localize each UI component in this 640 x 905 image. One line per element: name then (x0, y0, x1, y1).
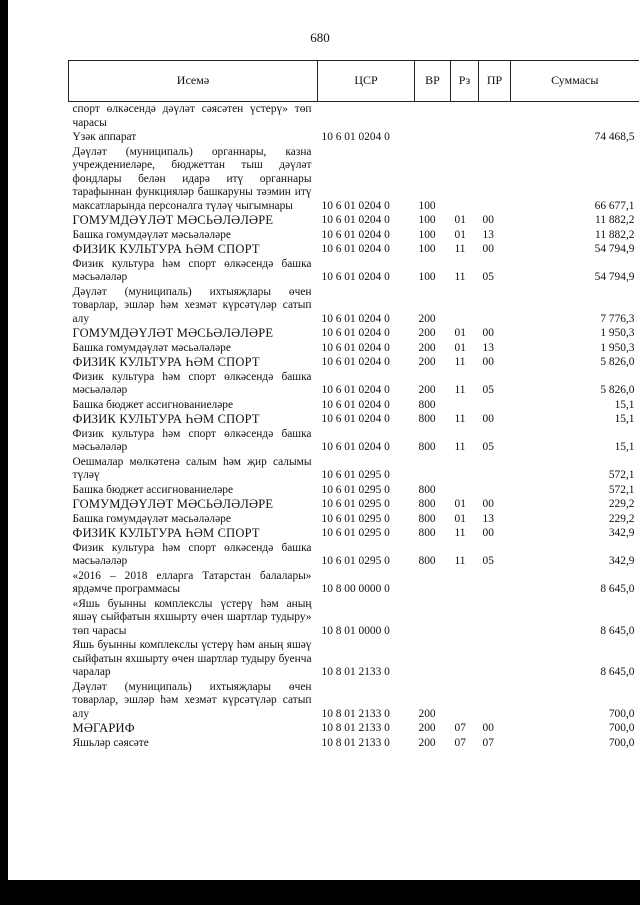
row-csr: 10 6 01 0204 0 (321, 356, 390, 368)
row-rz: 01 (454, 341, 466, 354)
row-csr: 10 6 01 0204 0 (321, 327, 390, 339)
row-pr: 13 (482, 341, 494, 354)
table-row (69, 341, 639, 356)
row-name: ГОМУМДӘҮЛӘТ МӘСЬӘЛӘЛӘРЕ (72, 326, 274, 340)
table-row (69, 285, 639, 327)
row-vr: 200 (418, 312, 436, 325)
header-vr: ВР (415, 61, 451, 102)
row-rz: 01 (454, 214, 466, 226)
row-vr: 800 (418, 498, 436, 510)
row-sum: 5 826,0 (600, 384, 635, 396)
row-rz (451, 680, 479, 722)
row-rz: 11 (454, 384, 466, 396)
row-sum: 572,1 (608, 469, 635, 481)
table-row (69, 242, 639, 257)
row-sum: 229,2 (608, 512, 635, 525)
row-sum: 8 645,0 (600, 666, 635, 678)
row-name: Физик культура һәм спорт өлкәсендә башка мәсьәләләр (72, 541, 312, 567)
row-rz: 11 (454, 555, 466, 567)
row-sum: 342,9 (608, 555, 635, 567)
row-rz: 01 (454, 498, 466, 510)
row-csr: 10 8 01 2133 0 (321, 707, 390, 720)
row-vr: 800 (418, 527, 436, 539)
row-csr: 10 6 01 0204 0 (321, 441, 390, 453)
table-row (69, 736, 639, 751)
table-row (69, 721, 639, 736)
header-sum: Суммасы (511, 61, 639, 102)
row-rz: 11 (454, 413, 466, 425)
row-rz: 01 (454, 228, 466, 241)
row-sum (511, 102, 639, 131)
table-row (69, 145, 639, 214)
header-rz: Рз (451, 61, 479, 102)
row-sum: 342,9 (608, 527, 635, 539)
row-csr: 10 6 01 0295 0 (321, 555, 390, 567)
row-pr (479, 680, 511, 722)
row-pr: 05 (482, 271, 494, 283)
row-sum: 11 882,2 (595, 228, 635, 241)
table-row (69, 569, 639, 597)
row-name: Үзәк аппарат (72, 131, 137, 143)
row-sum: 700,0 (608, 722, 635, 734)
row-rz: 01 (454, 512, 466, 525)
row-rz: 01 (454, 327, 466, 339)
row-sum: 572,1 (608, 483, 635, 496)
row-pr (479, 569, 511, 597)
row-vr: 800 (418, 512, 436, 525)
row-csr: 10 8 01 2133 0 (321, 722, 390, 734)
row-vr: 100 (418, 271, 436, 283)
header-name: Исемә (69, 61, 318, 102)
table-row (69, 228, 639, 243)
row-vr: 800 (418, 398, 436, 411)
row-vr: 200 (418, 356, 436, 368)
row-pr (479, 597, 511, 639)
row-vr: 100 (418, 228, 436, 241)
row-sum: 15,1 (614, 441, 635, 453)
row-pr (479, 145, 511, 214)
row-csr: 10 8 01 2133 0 (321, 666, 390, 678)
table-row (69, 597, 639, 639)
row-pr (479, 398, 511, 413)
budget-table (68, 60, 639, 750)
row-pr: 00 (482, 243, 494, 255)
row-name: ГОМУМДӘҮЛӘТ МӘСЬӘЛӘЛӘРЕ (72, 213, 274, 227)
row-csr: 10 8 01 0000 0 (321, 624, 390, 637)
row-pr: 13 (482, 228, 494, 241)
header-pr: ПР (479, 61, 511, 102)
row-name: ГОМУМДӘҮЛӘТ МӘСЬӘЛӘЛӘРЕ (72, 497, 274, 511)
table-row (69, 483, 639, 498)
row-csr: 10 6 01 0204 0 (321, 228, 390, 241)
row-rz: 11 (454, 527, 466, 539)
row-vr: 200 (418, 341, 436, 354)
row-rz: 11 (454, 441, 466, 453)
row-sum: 15,1 (614, 413, 635, 425)
row-name: ФИЗИК КУЛЬТУРА ҺӘМ СПОРТ (72, 242, 260, 256)
row-csr: 10 6 01 0295 0 (321, 483, 390, 496)
row-vr: 200 (418, 327, 436, 339)
row-pr (479, 102, 511, 131)
row-sum: 15,1 (614, 398, 635, 411)
row-vr: 800 (418, 441, 436, 453)
row-sum: 66 677,1 (594, 199, 635, 212)
row-name: Дәүләт (муниципаль) ихтыяҗлары өчен товарлар, эшләр һәм хезмәт күрсәтүләр сатып алу (72, 285, 312, 325)
row-rz (451, 569, 479, 597)
row-pr: 07 (482, 736, 494, 749)
row-csr: 10 6 01 0204 0 (321, 271, 390, 283)
row-csr: 10 6 01 0204 0 (321, 199, 390, 212)
row-sum: 74 468,5 (594, 131, 635, 143)
table-row (69, 526, 639, 541)
row-vr (415, 130, 451, 145)
row-csr: 10 6 01 0204 0 (321, 384, 390, 396)
row-pr: 00 (482, 722, 494, 734)
row-rz (451, 285, 479, 327)
row-sum: 7 776,3 (600, 312, 635, 325)
row-name: Физик культура һәм спорт өлкәсендә башка мәсьәләләр (72, 427, 312, 453)
table-header (69, 61, 639, 102)
row-sum: 700,0 (608, 707, 635, 720)
table-row (69, 427, 639, 455)
row-name: Башка гомумдәүләт мәсьәләләре (72, 512, 231, 525)
row-rz (451, 130, 479, 145)
row-pr (479, 638, 511, 680)
row-csr (318, 102, 415, 131)
row-vr: 800 (418, 555, 436, 567)
row-pr: 00 (482, 214, 494, 226)
row-rz (451, 638, 479, 680)
row-vr: 100 (418, 214, 436, 226)
scan-edge-bottom (8, 880, 640, 905)
row-pr: 00 (482, 356, 494, 368)
row-rz: 11 (454, 271, 466, 283)
row-name: Башка бюджет ассигнованиеләре (72, 398, 234, 411)
row-vr: 200 (418, 384, 436, 396)
row-sum: 54 794,9 (594, 271, 635, 283)
row-csr: 10 6 01 0204 0 (321, 312, 390, 325)
table-row (69, 102, 639, 131)
row-csr: 10 6 01 0295 0 (321, 498, 390, 510)
row-name: Башка гомумдәүләт мәсьәләләре (72, 341, 231, 354)
row-name: Яшьләр сәясәте (72, 736, 149, 749)
row-name: Башка бюджет ассигнованиеләре (72, 483, 234, 496)
row-rz (451, 145, 479, 214)
table-row (69, 326, 639, 341)
table-row (69, 398, 639, 413)
row-name: «2016 – 2018 елларга Татарстан балалары» ярдәмче программасы (72, 569, 312, 595)
row-csr: 10 6 01 0204 0 (321, 214, 390, 226)
row-pr: 00 (482, 498, 494, 510)
row-name: Дәүләт (муниципаль) ихтыяҗлары өчен товарлар, эшләр һәм хезмәт күрсәтүләр сатып алу (72, 680, 312, 720)
row-csr: 10 8 01 2133 0 (321, 736, 390, 749)
row-vr: 100 (418, 243, 436, 255)
table-row (69, 370, 639, 398)
row-sum: 1 950,3 (600, 327, 635, 339)
row-pr: 00 (482, 413, 494, 425)
table-row (69, 355, 639, 370)
row-vr: 800 (418, 413, 436, 425)
row-name: Оешмалар мөлкәтенә салым һәм җир салымы түләү (72, 455, 312, 481)
row-pr (479, 285, 511, 327)
row-csr: 10 6 01 0204 0 (321, 243, 390, 255)
row-csr: 10 6 01 0204 0 (321, 131, 390, 143)
row-name: Физик культура һәм спорт өлкәсендә башка мәсьәләләр (72, 370, 312, 396)
table-row (69, 412, 639, 427)
row-pr: 13 (482, 512, 494, 525)
table-row (69, 455, 639, 483)
row-csr: 10 6 01 0295 0 (321, 469, 390, 481)
row-vr (415, 569, 451, 597)
row-pr: 00 (482, 327, 494, 339)
row-name: ФИЗИК КУЛЬТУРА ҺӘМ СПОРТ (72, 526, 260, 540)
row-name: спорт өлкәсендә дәүләт сәясәтен үстерү» төп чарасы (72, 103, 312, 129)
row-sum: 1 950,3 (600, 341, 635, 354)
row-csr: 10 6 01 0204 0 (321, 413, 390, 425)
row-rz (451, 597, 479, 639)
row-vr (415, 597, 451, 639)
row-vr (415, 102, 451, 131)
row-vr (415, 638, 451, 680)
row-pr (479, 483, 511, 498)
row-name: Яшь буынны комплекслы үстерү һәм аның яшәү сыйфатын яхшырту өчен шартлар тудыру буенча чаралар (72, 639, 312, 678)
row-rz: 11 (454, 356, 466, 368)
row-rz (451, 455, 479, 483)
row-sum: 54 794,9 (594, 243, 635, 255)
budget-table-container (68, 60, 638, 750)
row-name: ФИЗИК КУЛЬТУРА ҺӘМ СПОРТ (72, 355, 260, 369)
row-pr: 00 (482, 527, 494, 539)
row-rz: 07 (454, 736, 466, 749)
row-rz: 11 (454, 243, 466, 255)
row-csr: 10 6 01 0295 0 (321, 527, 390, 539)
row-rz (451, 102, 479, 131)
row-pr: 05 (482, 384, 494, 396)
row-vr (415, 455, 451, 483)
table-row (69, 638, 639, 680)
row-sum: 229,2 (608, 498, 635, 510)
row-rz (451, 398, 479, 413)
row-vr: 100 (418, 199, 436, 212)
row-name: Башка гомумдәүләт мәсьәләләре (72, 228, 231, 241)
row-pr: 05 (482, 555, 494, 567)
row-sum: 8 645,0 (600, 583, 635, 595)
row-rz (451, 483, 479, 498)
row-pr: 05 (482, 441, 494, 453)
row-pr (479, 130, 511, 145)
table-row (69, 512, 639, 527)
row-csr: 10 6 01 0295 0 (321, 512, 390, 525)
table-row (69, 680, 639, 722)
row-vr: 200 (418, 736, 436, 749)
table-body (69, 102, 639, 751)
row-sum: 11 882,2 (595, 214, 635, 226)
row-pr (479, 455, 511, 483)
table-row (69, 130, 639, 145)
row-csr: 10 8 00 0000 0 (321, 583, 390, 595)
row-vr: 800 (418, 483, 436, 496)
row-name: Дәүләт (муниципаль) органнары, казна учреждениеләре, бюджеттан тыш дәүләт фондлары белән идарә итү органнары тарафыннан функцияләр башкаруны тәэмин итү максатларында персоналга түләү чыгымнары (72, 145, 312, 212)
table-row (69, 213, 639, 228)
row-csr: 10 6 01 0204 0 (321, 341, 390, 354)
header-csr: ЦСР (318, 61, 415, 102)
table-row (69, 497, 639, 512)
row-rz: 07 (454, 722, 466, 734)
row-name: МӘГАРИФ (72, 721, 135, 735)
scan-edge-left (0, 0, 8, 905)
row-sum: 700,0 (608, 736, 635, 749)
row-sum: 8 645,0 (600, 624, 635, 637)
row-vr: 200 (418, 707, 436, 720)
page-number: 680 (310, 30, 330, 45)
row-sum: 5 826,0 (600, 356, 635, 368)
row-name: «Яшь буынны комплекслы үстерү һәм аның яшәү сыйфатын яхшырту өчен шартлар тудыру» төп чарасы (72, 597, 312, 637)
table-row (69, 541, 639, 569)
row-csr: 10 6 01 0204 0 (321, 398, 390, 411)
row-name: ФИЗИК КУЛЬТУРА ҺӘМ СПОРТ (72, 412, 260, 426)
row-name: Физик культура һәм спорт өлкәсендә башка мәсьәләләр (72, 257, 312, 283)
table-row (69, 257, 639, 285)
row-vr: 200 (418, 722, 436, 734)
